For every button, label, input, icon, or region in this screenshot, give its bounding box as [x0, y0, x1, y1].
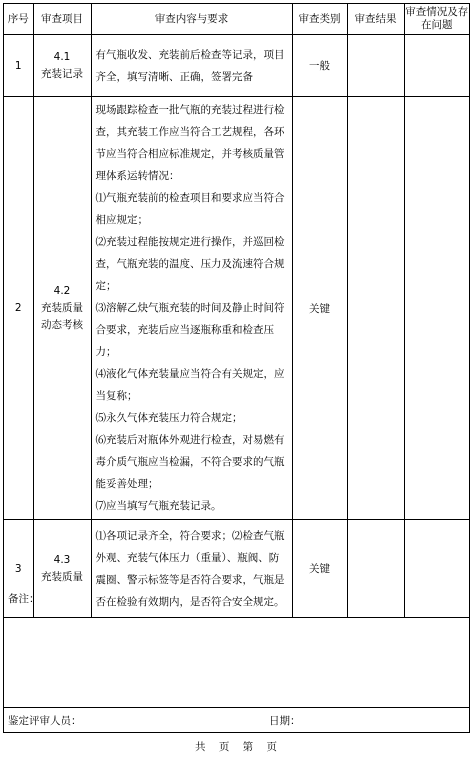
item-code: 4.2	[53, 284, 71, 297]
header-issues: 审查情况及存在问题	[404, 4, 469, 35]
item-name: 充装质量动态考核	[41, 301, 83, 331]
row-result-cell[interactable]	[347, 35, 404, 97]
table-header-row	[4, 4, 469, 35]
item-code: 4.3	[53, 553, 71, 566]
requirement-text: ⑴各项记录齐全，符合要求；⑵检查气瓶外观、充装气体压力（重量）、瓶阀、防震圈、警示标签等是否符合要求，气瓶是否在检验有效期内，是否符合安全规定。	[95, 529, 285, 608]
row-result-cell[interactable]	[347, 97, 404, 520]
row-item	[33, 97, 91, 520]
item-name: 充装记录	[41, 67, 83, 80]
remarks-area[interactable]	[4, 586, 469, 708]
item-name: 充装质量	[41, 570, 83, 583]
requirement-text: ⑹充装后对瓶体外观进行检查，对易燃有毒介质气瓶应当检漏，不符合要求的气瓶能妥善处理；	[95, 434, 285, 490]
requirement-text: ⑵充装过程能按规定进行操作，并巡回检查，气瓶充装的温度、压力及流速符合规定；	[95, 236, 285, 292]
review-form	[3, 3, 470, 733]
requirement-text: 现场跟踪检查一批气瓶的充装过程进行检查，其充装工作应当符合工艺规程，各环节应当符合相应标准规定，并考核质量管理体系运转情况：	[95, 104, 285, 182]
header-result: 审查结果	[347, 4, 404, 35]
table-row	[4, 97, 469, 520]
row-category: 关键	[292, 97, 347, 520]
row-requirements	[91, 35, 292, 97]
row-category: 关键	[292, 520, 347, 618]
row-no: 3	[4, 520, 33, 618]
row-requirements	[91, 97, 292, 520]
review-table	[4, 4, 469, 618]
table-row	[4, 35, 469, 97]
evaluator-label: 鉴定评审人员：	[8, 715, 82, 727]
requirement-text: ⑴气瓶充装前的检查项目和要求应当符合相应规定；	[95, 192, 285, 226]
remarks-label: 备注：	[8, 593, 40, 605]
requirement-text: ⑶溶解乙炔气瓶充装的时间及静止时间符合要求，充装后应当逐瓶称重和检查压力；	[95, 302, 285, 358]
requirement-text: ⑸永久气体充装压力符合规定；	[95, 412, 243, 424]
row-no: 1	[4, 35, 33, 97]
header-no: 序号	[4, 4, 33, 35]
row-no: 2	[4, 97, 33, 520]
requirement-text: ⑺应当填写气瓶充装记录。	[95, 500, 222, 512]
header-category: 审查类别	[292, 4, 347, 35]
date-label: 日期：	[269, 715, 301, 727]
item-code: 4.1	[53, 50, 71, 63]
header-item: 审查项目	[33, 4, 91, 35]
header-requirements: 审查内容与要求	[91, 4, 292, 35]
requirement-text: ⑷液化气体充装量应当符合有关规定，应当复称；	[95, 368, 285, 402]
row-item	[33, 35, 91, 97]
row-issues-cell[interactable]	[404, 97, 469, 520]
row-category: 一般	[292, 35, 347, 97]
row-issues-cell[interactable]	[404, 35, 469, 97]
requirement-text: 有气瓶收发、充装前后检查等记录，项目齐全，填写清晰、正确，签署完备	[95, 48, 285, 83]
page-footer: 共 页 第 页	[194, 741, 279, 753]
signature-row	[4, 710, 469, 734]
